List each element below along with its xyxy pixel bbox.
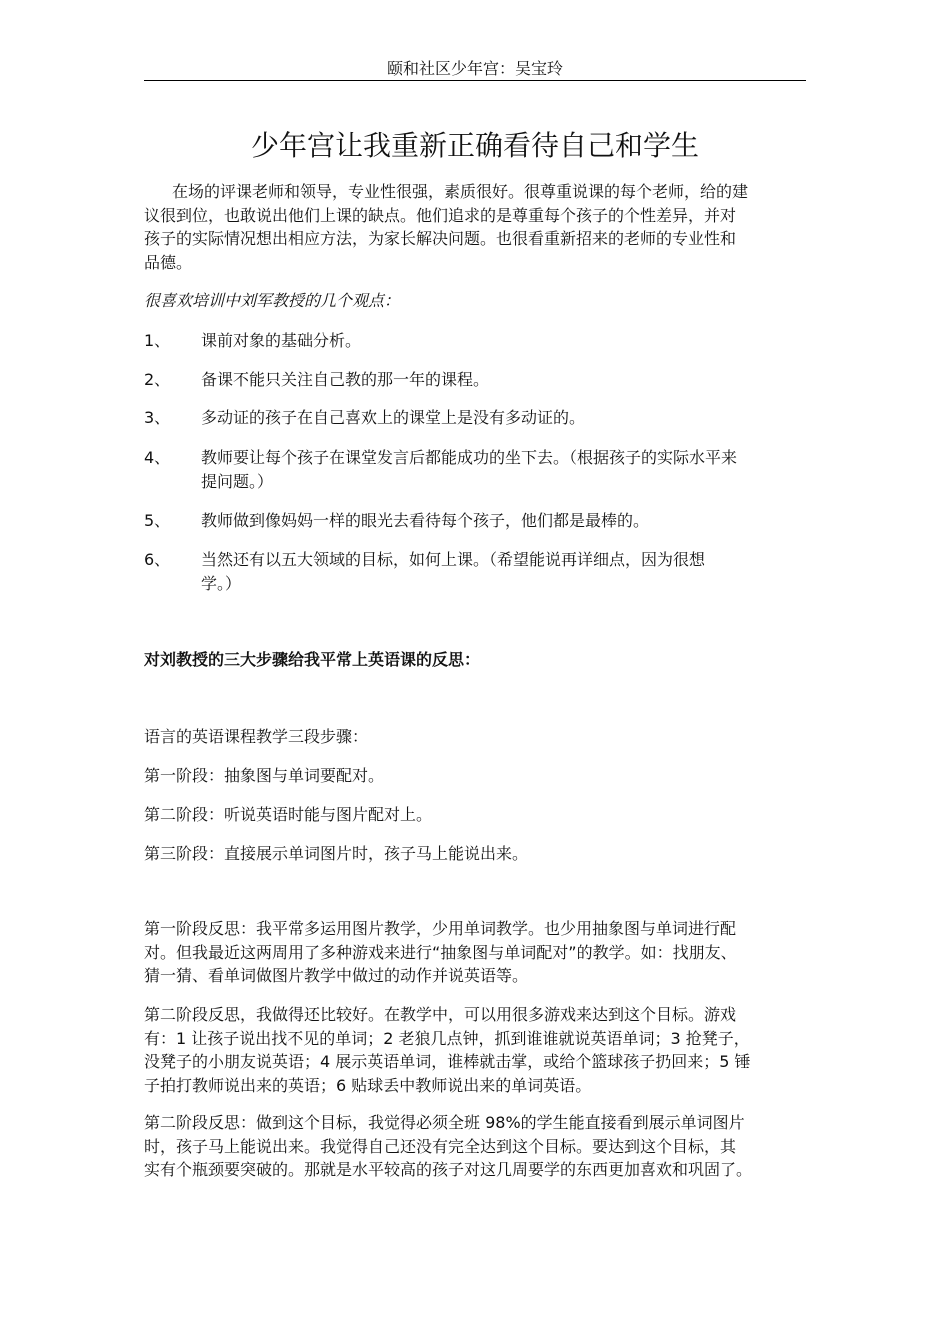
paragraph-line: 实有个瓶颈要突破的。那就是水平较高的孩子对这几周要学的东西更加喜欢和巩固了。 [144,1160,753,1179]
list-text [201,329,801,353]
reflection-paragraph-3 [144,1111,806,1182]
list-text [201,446,801,493]
paragraph-line: 第二阶段反思：做到这个目标，我觉得必须全班 98%的学生能直接看到展示单词图片 [144,1113,745,1132]
viewpoints-heading: 很喜欢培训中刘军教授的几个观点： [144,291,401,310]
intro-paragraph [144,180,806,274]
list-text [201,509,801,533]
list-line: 教师要让每个孩子在课堂发言后都能成功的坐下去。（根据孩子的实际水平来 [201,448,738,467]
reflection-heading: 对刘教授的三大步骤给我平常上英语课的反思： [144,650,481,669]
paragraph-line: 第二阶段反思，我做得还比较好。在教学中，可以用很多游戏来达到这个目标。游戏 [144,1005,737,1024]
intro-line: 在场的评课老师和领导，专业性很强，素质很好。很尊重说课的每个老师，给的建 [172,182,749,201]
paragraph-line: 子拍打教师说出来的英语；6 贴球丢中教师说出来的单词英语。 [144,1075,592,1095]
list-line: 课前对象的基础分析。 [201,331,362,350]
list-text [201,368,801,392]
paragraph-line: 猜一猜、看单词做图片教学中做过的动作并说英语等。 [144,966,529,985]
list-text [201,548,801,595]
steps-intro: 语言的英语课程教学三段步骤： [144,727,369,746]
header-divider [144,80,806,81]
list-number: 1、 [144,331,171,350]
page-header: 颐和社区少年宫：吴宝玲 [386,59,563,78]
paragraph-line: 时，孩子马上能说出来。我觉得自己还没有完全达到这个目标。要达到这个目标，其 [144,1136,737,1156]
step-two: 第二阶段：听说英语时能与图片配对上。 [144,805,433,824]
step-one: 第一阶段：抽象图与单词要配对。 [144,766,385,785]
step-three: 第三阶段：直接展示单词图片时，孩子马上能说出来。 [144,844,529,863]
reflection-paragraph-1 [144,917,806,988]
list-line: 学。） [201,573,242,593]
list-line: 备课不能只关注自己教的那一年的课程。 [201,370,490,389]
paragraph-line: 对。但我最近这两周用了多种游戏来进行“抽象图与单词配对”的教学。如：找朋友、 [144,942,737,962]
list-number: 6、 [144,550,171,569]
list-line: 提问题。） [201,471,274,491]
document-title: 少年宫让我重新正确看待自己和学生 [250,129,699,162]
list-number: 3、 [144,408,171,427]
list-line: 多动证的孩子在自己喜欢上的课堂上是没有多动证的。 [201,408,586,427]
list-number: 4、 [144,448,171,467]
paragraph-line: 第一阶段反思：我平常多运用图片教学，少用单词教学。也少用抽象图与单词进行配 [144,919,737,938]
list-text [201,406,801,430]
list-number: 5、 [144,511,171,530]
intro-line: 品德。 [144,252,193,272]
list-line: 当然还有以五大领域的目标，如何上课。（希望能说再详细点，因为很想 [201,550,706,569]
paragraph-line: 没凳子的小朋友说英语；4 展示英语单词，谁棒就击掌，或给个篮球孩子扔回来；5 锤 [144,1052,751,1071]
list-line: 教师做到像妈妈一样的眼光去看待每个孩子，他们都是最棒的。 [201,511,650,530]
intro-line: 孩子的实际情况想出相应方法，为家长解决问题。也很看重新招来的老师的专业性和 [144,229,737,248]
reflection-paragraph-2 [144,1003,806,1097]
list-number: 2、 [144,370,171,389]
intro-line: 议很到位，也敢说出他们上课的缺点。他们追求的是尊重每个孩子的个性差异，并对 [144,205,737,225]
paragraph-line: 有：1 让孩子说出找不见的单词；2 老狼几点钟，抓到谁谁就说英语单词；3 抢凳子， [144,1028,750,1048]
document-page [144,0,806,1344]
